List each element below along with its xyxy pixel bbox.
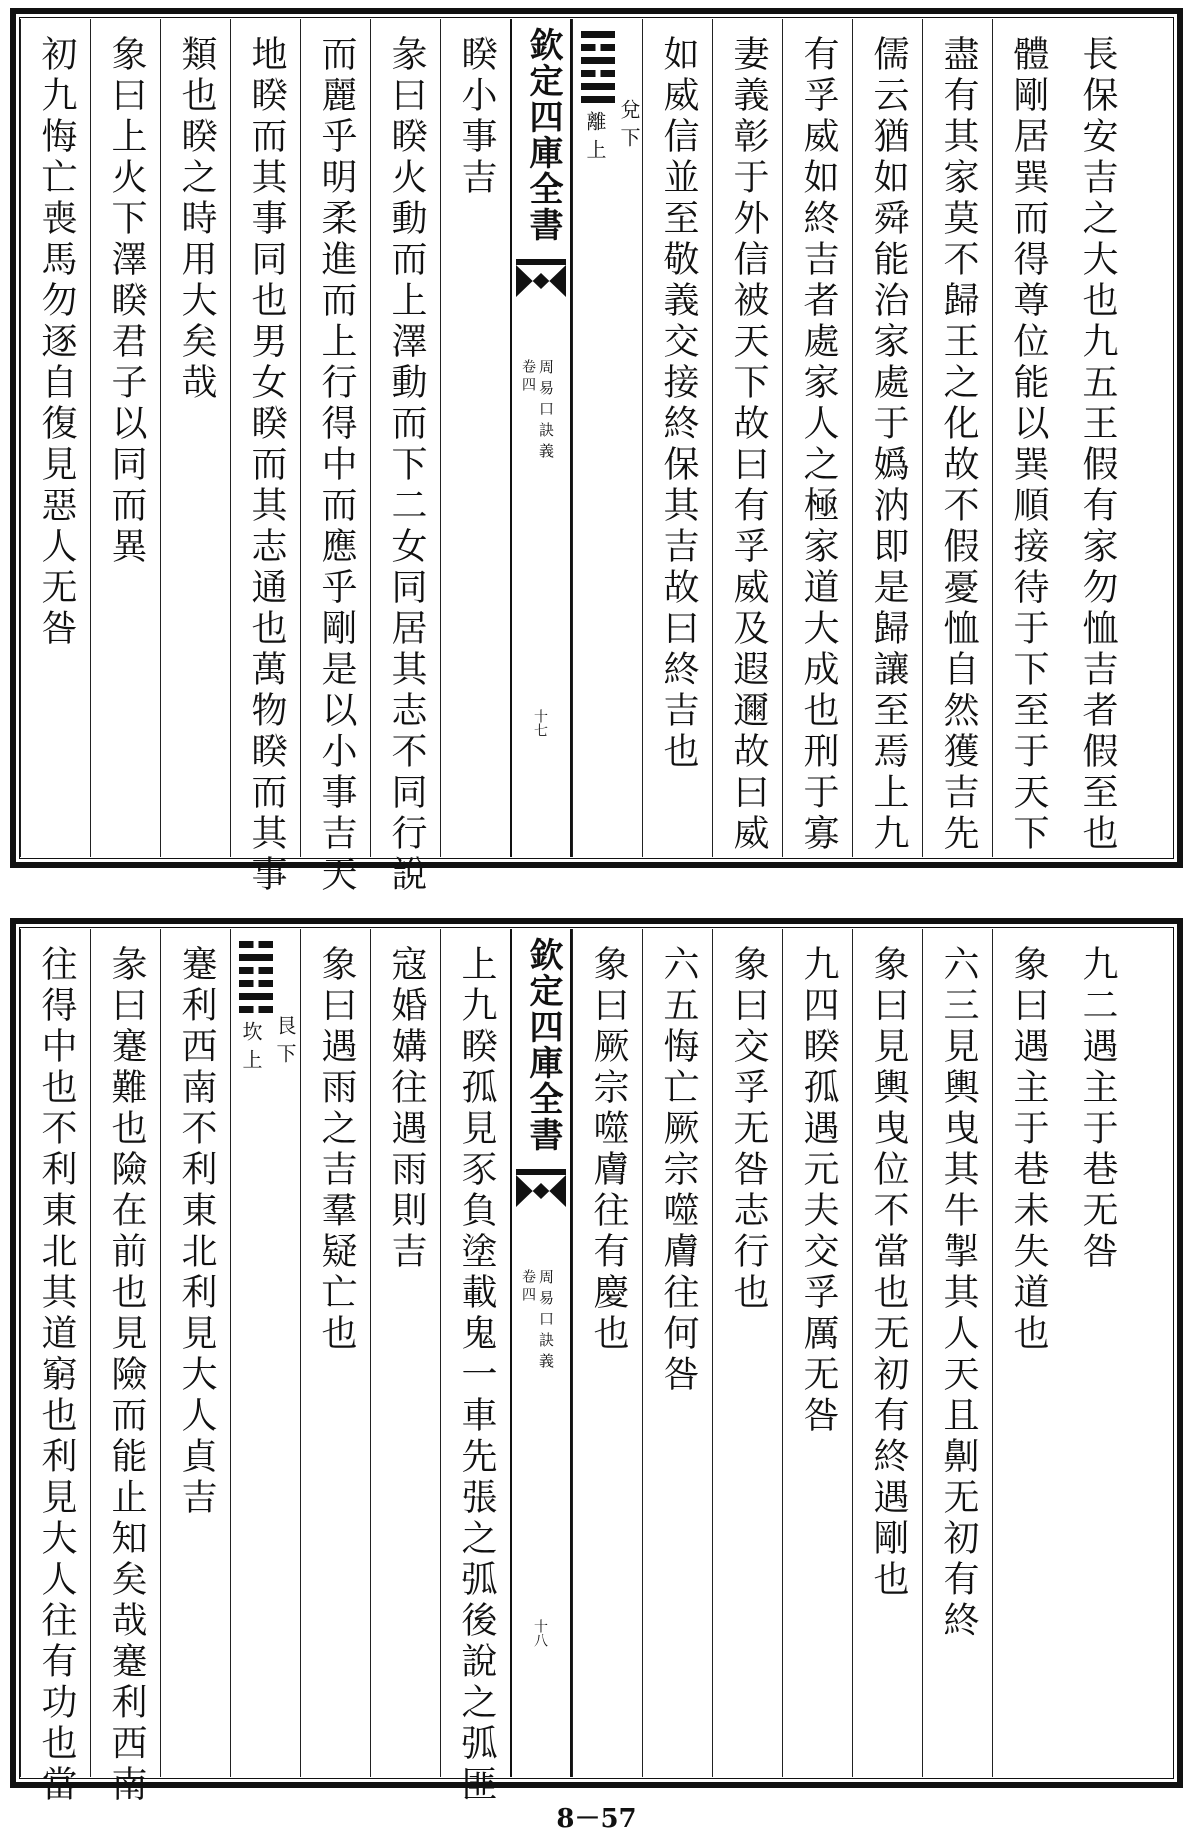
leaf-number: 十八 [532, 1619, 548, 1647]
leaf-number: 十七 [532, 709, 548, 737]
volume-label: 卷四 [520, 359, 536, 395]
text-column: 九四睽孤遇元夫交孚厲无咎 [782, 929, 852, 1777]
text-column: 象曰厥宗噬膚往有慶也 [572, 929, 642, 1777]
text-column: 象曰交孚无咎志行也 [712, 929, 782, 1777]
text-column: 往得中也不利東北其道窮也利見大人往有功也當 [20, 929, 90, 1777]
text-column: 彖曰睽火動而上澤動而下二女同居其志不同行說 [370, 19, 440, 857]
text-column: 六五悔亡厥宗噬膚往何咎 [642, 929, 712, 1777]
text-column: 而麗乎明柔進而上行得中而應乎剛是以小事吉天 [300, 19, 370, 857]
text-column: 有孚威如終吉者處家人之極家道大成也刑于寡 [782, 19, 852, 857]
text-column: 儒云猶如舜能治家處于嬀汭即是歸讓至焉上九 [852, 19, 922, 857]
collection-title: 欽定四庫全書 [523, 27, 563, 243]
text-column: 睽小事吉 [440, 19, 510, 857]
hexagram-column [230, 929, 300, 1777]
text-column: 象曰上火下澤睽君子以同而異 [90, 19, 160, 857]
text-column: 盡有其家莫不歸王之化故不假憂恤自然獲吉先 [922, 19, 992, 857]
volume-label: 卷四 [520, 1269, 536, 1305]
hexagram-jian-icon [239, 941, 273, 1019]
text-column: 九二遇主于巷无咎 [1077, 945, 1118, 1273]
text-column: 象曰遇主于巷未失道也 [992, 929, 1062, 1777]
book-title: 周易口訣義 [537, 359, 555, 464]
hexagram-column [572, 19, 642, 857]
text-column: 如威信並至敬義交接終保其吉故曰終吉也 [642, 19, 712, 857]
upper-trigram-label: 坎上 [239, 1021, 263, 1077]
lower-page-frame [10, 918, 1183, 1806]
fish-tail-mark-icon [516, 259, 566, 297]
lower-trigram-label: 艮下 [273, 1015, 297, 1071]
upper-trigram-label: 離上 [583, 111, 607, 167]
fish-tail-mark-icon [516, 1169, 566, 1207]
text-column: 蹇利西南不利東北利見大人貞吉 [160, 929, 230, 1777]
text-column: 長保安吉之大也九五王假有家勿恤吉者假至也 [1077, 35, 1118, 855]
text-column: 寇婚媾往遇雨則吉 [370, 929, 440, 1777]
hexagram-kui-icon [581, 31, 615, 109]
book-title: 周易口訣義 [537, 1269, 555, 1374]
text-column: 類也睽之時用大矣哉 [160, 19, 230, 857]
text-column: 象曰見輿曳位不當也无初有終遇剛也 [852, 929, 922, 1777]
text-column: 六三見輿曳其牛掣其人天且劓无初有終 [922, 929, 992, 1777]
text-column: 初九悔亡喪馬勿逐自復見惡人无咎 [20, 19, 90, 857]
collection-title: 欽定四庫全書 [523, 937, 563, 1153]
page-number: 8－57 [556, 1804, 637, 1834]
center-spine [510, 19, 572, 857]
text-column: 地睽而其事同也男女睽而其志通也萬物睽而其事 [230, 19, 300, 857]
text-column: 體剛居巽而得尊位能以巽順接待于下至于天下 [992, 19, 1062, 857]
lower-trigram-label: 兌下 [617, 99, 641, 155]
text-column: 上九睽孤見豕負塗載鬼一車先張之弧後說之弧匪 [440, 929, 510, 1777]
text-column: 妻義彰于外信被天下故曰有孚威及遐邇故曰威 [712, 19, 782, 857]
text-column: 象曰遇雨之吉羣疑亡也 [300, 929, 370, 1777]
center-spine [510, 929, 572, 1777]
text-column: 彖曰蹇難也險在前也見險而能止知矣哉蹇利西南 [90, 929, 160, 1777]
upper-page-frame [10, 8, 1183, 896]
